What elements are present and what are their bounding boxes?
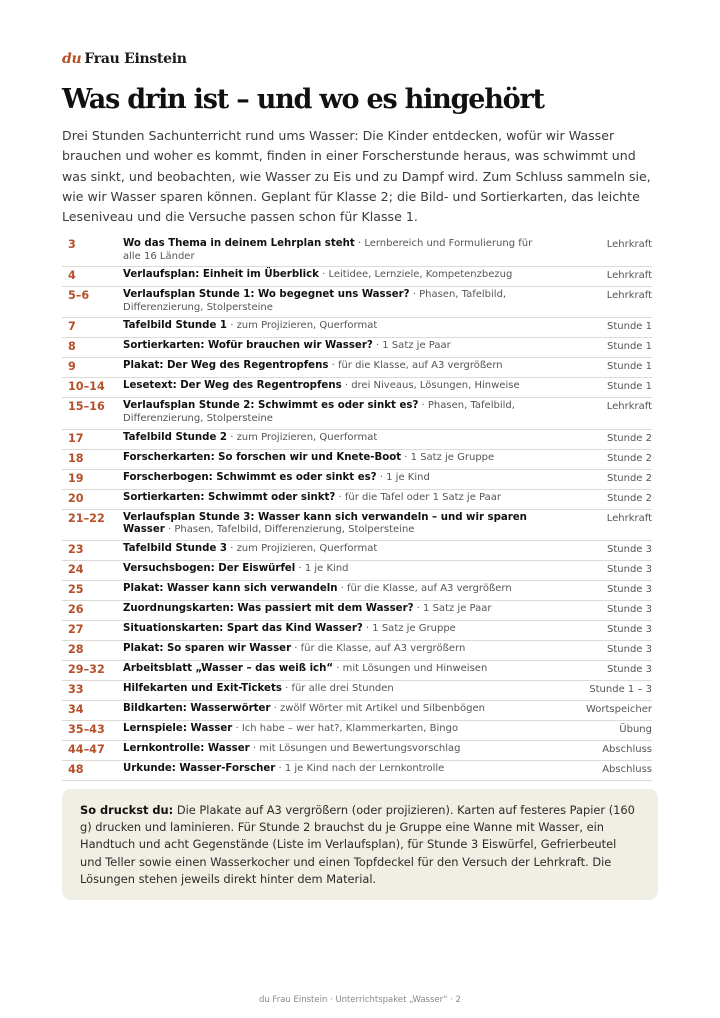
toc-entry: Lernkontrolle: Wasser · mit Lösungen und Bewertungsvorschlag (123, 742, 461, 754)
toc-entry: Wo das Thema in deinem Lehrplan steht · Lernbereich und Formulierung für alle 16 Länder (123, 238, 533, 262)
toc-entry-tag: Stunde 3 (607, 663, 652, 675)
toc-entry: Situationskarten: Spart das Kind Wasser? · 1 Satz je Gruppe (123, 622, 456, 634)
toc-entry-title: Situationskarten: Spart das Kind Wasser? (123, 622, 363, 634)
toc-entry-title: Tafelbild Stunde 1 (123, 320, 228, 332)
toc-entry-title: Plakat: Wasser kann sich verwandeln (123, 582, 338, 594)
toc-row (62, 398, 652, 429)
toc-page-number: 29–32 (68, 662, 105, 676)
print-note-text: Die Plakate auf A3 vergrößern (oder projizieren). Karten auf festeres Papier (160 g) drucken und laminieren. Für Stunde 2 brauchst du je Gruppe eine Wanne mit Wasser, ein Handtuch und acht Gegenstände (Liste im Verlaufsplan), für Stunde 3 Eiswürfel, Gefrierbeutel und Teller sowie einen Wasserkocher und einen Topfdeckel für den Versuch der Lehrkraft. Die Lösungen stehen jeweils direkt hinter dem Material. (80, 803, 635, 886)
toc-row (62, 470, 652, 490)
toc-row (62, 641, 652, 661)
toc-entry-title: Arbeitsblatt „Wasser – das weiß ich“ (123, 662, 334, 674)
toc-entry-tag: Abschluss (602, 763, 652, 775)
toc-entry-title: Wo das Thema in deinem Lehrplan steht (123, 238, 355, 249)
toc-row (62, 338, 652, 358)
toc-entry-description: drei Niveaus, Lösungen, Hinweise (351, 380, 520, 392)
toc-entry-tag: Abschluss (602, 743, 652, 755)
toc-entry-tag: Stunde 1 (607, 361, 652, 373)
toc-entry-tag: Stunde 3 (607, 643, 652, 655)
toc-page-number: 28 (68, 642, 84, 656)
toc-entry-tag: Stunde 1 (607, 321, 652, 333)
toc-page-number: 7 (68, 320, 76, 334)
toc-entry-description: Lernbereich und Formulierung für alle 16 Länder (123, 238, 533, 262)
toc-entry-title: Verlaufsplan: Einheit im Überblick (123, 269, 319, 281)
toc-page-number: 15–16 (68, 400, 105, 414)
toc-entry: Plakat: So sparen wir Wasser · für die Klasse, auf A3 vergrößern (123, 642, 466, 654)
toc-entry-tag: Stunde 2 (607, 492, 652, 504)
toc-page-number: 24 (68, 562, 84, 576)
toc-entry: Lernspiele: Wasser · Ich habe – wer hat?, Klammerkarten, Bingo (123, 722, 459, 734)
toc-page-number: 35–43 (68, 722, 105, 736)
print-note (62, 789, 658, 900)
toc-entry-tag: Lehrkraft (606, 290, 652, 302)
toc-page-number: 3 (68, 238, 76, 251)
toc-entry: Plakat: Der Weg des Regentropfens · für die Klasse, auf A3 vergrößern (123, 360, 503, 372)
toc-page-number: 9 (68, 360, 76, 374)
toc-entry-description: 1 Satz je Paar (423, 602, 492, 614)
toc-entry-description: 1 je Kind (304, 562, 349, 574)
toc-entry-description: zum Projizieren, Querformat (236, 320, 378, 332)
toc-page-number: 4 (68, 269, 76, 283)
toc-entry: Hilfekarten und Exit-Tickets · für alle drei Stunden (123, 682, 394, 694)
toc-page-number: 8 (68, 340, 76, 354)
toc-entry-tag: Stunde 3 (607, 623, 652, 635)
toc-row (62, 601, 652, 621)
toc-page-number: 27 (68, 622, 84, 636)
toc-entry-tag: Stunde 2 (607, 452, 652, 464)
toc-entry: Sortierkarten: Schwimmt oder sinkt? · für die Tafel oder 1 Satz je Paar (123, 491, 501, 503)
toc-page-number: 26 (68, 602, 84, 616)
toc-page-number: 23 (68, 542, 84, 556)
toc-row (62, 450, 652, 470)
toc-entry-description: mit Lösungen und Bewertungsvorschlag (259, 742, 461, 754)
toc-row (62, 741, 652, 761)
toc-entry-title: Tafelbild Stunde 3 (123, 542, 228, 554)
toc-entry: Bildkarten: Wasserwörter · zwölf Wörter mit Artikel und Silbenbögen (123, 702, 485, 714)
toc-row (62, 761, 652, 781)
toc-entry-title: Verlaufsplan Stunde 3: Wasser kann sich verwandeln – und wir sparen Wasser (123, 511, 527, 536)
toc-entry-description: für die Klasse, auf A3 vergrößern (337, 360, 503, 372)
toc-entry-description: zum Projizieren, Querformat (236, 431, 378, 443)
toc-row (62, 236, 652, 267)
toc-entry: Zuordnungskarten: Was passiert mit dem Wasser? · 1 Satz je Paar (123, 602, 492, 614)
toc-entry-description: Ich habe – wer hat?, Klammerkarten, Bingo (241, 722, 459, 734)
toc-entry-description: Phasen, Tafelbild, Differenzierung, Stolpersteine (123, 289, 507, 313)
page-footer: du Frau Einstein · Unterrichtspaket „Wasser“ · 2 (258, 995, 462, 1005)
toc-entry-description: 1 je Kind (386, 471, 430, 483)
toc-entry-title: Plakat: So sparen wir Wasser (123, 642, 292, 654)
toc-entry-title: Plakat: Der Weg des Regentropfens (123, 360, 329, 372)
brand-du: du (62, 51, 82, 67)
toc-row (62, 581, 652, 601)
toc-entry: Lesetext: Der Weg des Regentropfens · drei Niveaus, Lösungen, Hinweise (123, 380, 520, 392)
toc-entry-title: Bildkarten: Wasserwörter (123, 702, 271, 714)
toc-entry-tag: Lehrkraft (606, 239, 652, 250)
toc-entry-tag: Lehrkraft (606, 270, 652, 282)
toc-entry-tag: Stunde 1 (607, 341, 652, 353)
toc-entry-description: Leitidee, Lernziele, Kompetenzbezug (328, 269, 513, 281)
toc-row (62, 267, 652, 287)
toc-page-number: 33 (68, 682, 84, 696)
toc-entry-description: für die Klasse, auf A3 vergrößern (300, 642, 466, 654)
toc-entry-description: 1 je Kind nach der Lernkontrolle (284, 762, 445, 774)
toc-entry-tag: Stunde 3 (607, 583, 652, 595)
toc-entry-tag: Stunde 2 (607, 472, 652, 484)
toc-entry-title: Forscherkarten: So forschen wir und Knete-Boot (123, 451, 402, 463)
toc-entry-description: zum Projizieren, Querformat (236, 542, 378, 554)
toc-page-number: 17 (68, 431, 84, 445)
toc-entry-title: Sortierkarten: Schwimmt oder sinkt? (123, 491, 336, 503)
toc-entry-title: Versuchsbogen: Der Eiswürfel (123, 562, 296, 574)
toc-page-number: 34 (68, 702, 84, 716)
toc-entry: Arbeitsblatt „Wasser – das weiß ich“ · mit Lösungen und Hinweisen (123, 662, 488, 674)
toc-entry-tag: Übung (619, 723, 652, 735)
toc-entry-title: Urkunde: Wasser-Forscher (123, 762, 276, 774)
toc-entry-title: Verlaufsplan Stunde 1: Wo begegnet uns Wasser? (123, 289, 410, 301)
toc-entry: Verlaufsplan Stunde 1: Wo begegnet uns Wasser? · Phasen, Tafelbild, Differenzierung, Stolpersteine (123, 289, 507, 313)
toc-entry-tag: Lehrkraft (606, 512, 652, 524)
toc-row (62, 541, 652, 561)
toc-entry: Tafelbild Stunde 1 · zum Projizieren, Querformat (123, 320, 378, 332)
page-title: Was drin ist – und wo es hingehört (62, 84, 544, 115)
toc-page-number: 18 (68, 451, 84, 465)
toc-entry-description: für die Klasse, auf A3 vergrößern (347, 582, 512, 594)
toc-row (62, 510, 652, 541)
toc-row (62, 721, 652, 741)
toc-entry-description: Phasen, Tafelbild, Differenzierung, Stolpersteine (123, 400, 515, 424)
toc-entry-tag: Lehrkraft (606, 401, 652, 413)
toc-entry: Urkunde: Wasser-Forscher · 1 je Kind nach der Lernkontrolle (123, 762, 445, 774)
toc-row (62, 430, 652, 450)
brand-logo (62, 51, 187, 67)
toc-entry: Tafelbild Stunde 3 · zum Projizieren, Querformat (123, 542, 378, 554)
toc-page-number: 20 (68, 491, 84, 505)
toc-entry: Verlaufsplan: Einheit im Überblick · Leitidee, Lernziele, Kompetenzbezug (123, 269, 513, 281)
toc-entry-title: Lernspiele: Wasser (123, 722, 233, 734)
intro-text: Drei Stunden Sachunterricht rund ums Wasser: Die Kinder entdecken, wofür wir Wasser brauchen und woher es kommt, finden in einer Forscherstunde heraus, was schwimmt und was sinkt, und beobachten, wie Wasser zu Eis und zu Dampf wird. Zum Schluss sammeln sie, wie wir Wasser sparen können. Geplant für Klasse 2; die Bild- und Sortierkarten, das leichte Leseniveau und die Versuche passen schon für Klasse 1. (62, 128, 651, 225)
toc-entry-title: Forscherbogen: Schwimmt es oder sinkt es? (123, 471, 377, 483)
toc-entry-tag: Stunde 1 – 3 (589, 683, 652, 695)
toc-entry-tag: Stunde 1 (607, 381, 652, 393)
toc-row (62, 378, 652, 398)
toc-entry: Verlaufsplan Stunde 3: Wasser kann sich verwandeln – und wir sparen Wasser · Phasen, Tafelbild, Differenzierung, Stolpersteine (123, 511, 527, 536)
toc-entry-description: zwölf Wörter mit Artikel und Silbenbögen (279, 702, 485, 714)
toc-page-number: 21–22 (68, 511, 105, 525)
table-of-contents (62, 236, 652, 781)
toc-entry-title: Zuordnungskarten: Was passiert mit dem Wasser? (123, 602, 414, 614)
toc-row (62, 358, 652, 378)
toc-entry-description: 1 Satz je Gruppe (410, 451, 495, 463)
toc-row (62, 701, 652, 721)
toc-entry-tag: Stunde 3 (607, 563, 652, 575)
toc-entry-tag: Wortspeicher (585, 703, 652, 715)
toc-row (62, 681, 652, 701)
toc-entry-title: Tafelbild Stunde 2 (123, 431, 228, 443)
toc-entry: Plakat: Wasser kann sich verwandeln · für die Klasse, auf A3 vergrößern (123, 582, 512, 594)
toc-entry-description: für die Tafel oder 1 Satz je Paar (344, 491, 501, 503)
toc-row (62, 561, 652, 581)
toc-row (62, 490, 652, 510)
toc-page-number: 44–47 (68, 742, 105, 756)
toc-entry: Forscherkarten: So forschen wir und Knete-Boot · 1 Satz je Gruppe (123, 451, 495, 463)
toc-page-number: 25 (68, 582, 84, 596)
toc-entry-description: mit Lösungen und Hinweisen (342, 662, 488, 674)
toc-page-number: 48 (68, 762, 84, 776)
toc-entry-title: Hilfekarten und Exit-Tickets (123, 682, 282, 694)
toc-row (62, 318, 652, 338)
toc-entry-description: 1 Satz je Paar (382, 340, 451, 352)
toc-entry: Tafelbild Stunde 2 · zum Projizieren, Querformat (123, 431, 378, 443)
brand-name: Frau Einstein (84, 51, 187, 67)
toc-entry: Sortierkarten: Wofür brauchen wir Wasser? · 1 Satz je Paar (123, 340, 451, 352)
toc-entry: Verlaufsplan Stunde 2: Schwimmt es oder sinkt es? · Phasen, Tafelbild, Differenzierung, Stolpersteine (123, 400, 515, 424)
toc-entry-description: Phasen, Tafelbild, Differenzierung, Stolpersteine (174, 524, 415, 536)
toc-page-number: 10–14 (68, 380, 105, 394)
toc-entry-title: Sortierkarten: Wofür brauchen wir Wasser? (123, 340, 373, 352)
toc-entry-tag: Stunde 2 (607, 432, 652, 444)
toc-entry-tag: Stunde 3 (607, 543, 652, 555)
toc-entry-tag: Stunde 3 (607, 603, 652, 615)
toc-row (62, 621, 652, 641)
toc-row (62, 287, 652, 318)
toc-page-number: 5–6 (68, 289, 90, 303)
toc-entry: Forscherbogen: Schwimmt es oder sinkt es? · 1 je Kind (123, 471, 430, 483)
toc-entry-title: Lesetext: Der Weg des Regentropfens (123, 380, 342, 392)
toc-entry-description: für alle drei Stunden (291, 682, 394, 694)
toc-row (62, 661, 652, 681)
toc-entry-title: Lernkontrolle: Wasser (123, 742, 250, 754)
toc-page-number: 19 (68, 471, 84, 485)
print-note-label: So druckst du: (80, 803, 174, 817)
toc-entry-title: Verlaufsplan Stunde 2: Schwimmt es oder sinkt es? (123, 400, 419, 412)
toc-entry-description: 1 Satz je Gruppe (372, 622, 456, 634)
toc-entry: Versuchsbogen: Der Eiswürfel · 1 je Kind (123, 562, 349, 574)
